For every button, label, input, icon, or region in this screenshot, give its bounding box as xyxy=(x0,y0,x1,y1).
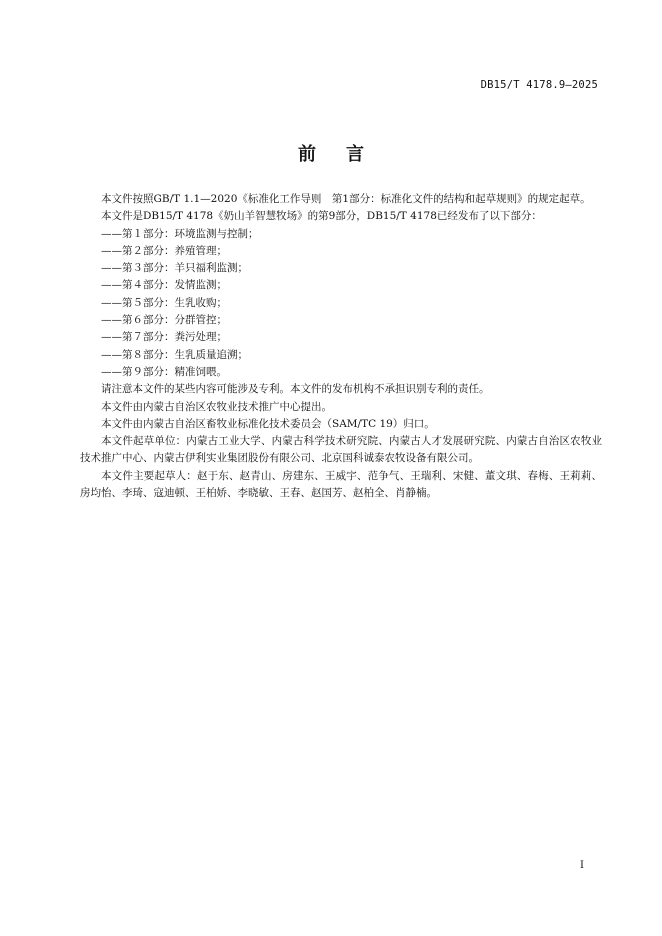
part-item: ——第８部分：生乳质量追溯； xyxy=(101,348,248,361)
part-item: ——第６部分：分群管控； xyxy=(101,314,227,327)
part-item: ——第２部分：养殖管理； xyxy=(101,244,227,257)
basis-paragraph: 本文件按照GB/T 1.1—2020《标准化工作导则 第1部分：标准化文件的结构和起草规则》的规定起草。 xyxy=(101,193,591,205)
part-item: ——第９部分：精准饲喂。 xyxy=(101,365,227,378)
part-item: ——第４部分：发情监测； xyxy=(101,279,227,292)
patent-paragraph: 请注意本文件的某些内容可能涉及专利。本文件的发布机构不承担识别专利的责任。 xyxy=(101,383,490,396)
part-item: ——第７部分：粪污处理； xyxy=(101,331,227,344)
page-number: I xyxy=(580,860,584,871)
foreword-body xyxy=(80,191,602,502)
page-title: 前言 xyxy=(298,144,394,165)
part-item: ——第１部分：环境监测与控制； xyxy=(101,227,259,240)
drafters-paragraph: 本文件主要起草人：赵于东、赵青山、房建东、王威宇、范争气、王瑞利、宋健、董文琪、春梅、王莉莉、房均怡、李琦、寇迪顿、王柏娇、李晓敏、王春、赵国芳、赵柏全、肖静楠。 xyxy=(80,469,602,500)
series-paragraph: 本文件是DB15/T 4178《奶山羊智慧牧场》的第9部分，DB15/T 4178已经发布了以下部分： xyxy=(101,210,542,223)
proposer-paragraph: 本文件由内蒙古自治区农牧业技术推广中心提出。 xyxy=(101,400,332,413)
standard-code: DB15/T 4178.9—2025 xyxy=(480,79,598,91)
drafting-units-paragraph: 本文件起草单位：内蒙古工业大学、内蒙古科学技术研究院、内蒙古人才发展研究院、内蒙古自治区农牧业技术推广中心、内蒙古伊利实业集团股份有限公司、北京国科诚泰农牧设备有限公司。 xyxy=(80,435,602,465)
parts-list xyxy=(80,226,602,382)
centralized-paragraph: 本文件由内蒙古自治区畜牧业标准化技术委员会（SAM/TC 19）归口。 xyxy=(101,417,435,430)
part-item: ——第５部分：生乳收购； xyxy=(101,296,227,309)
part-item: ——第３部分：羊只福利监测； xyxy=(101,262,248,275)
